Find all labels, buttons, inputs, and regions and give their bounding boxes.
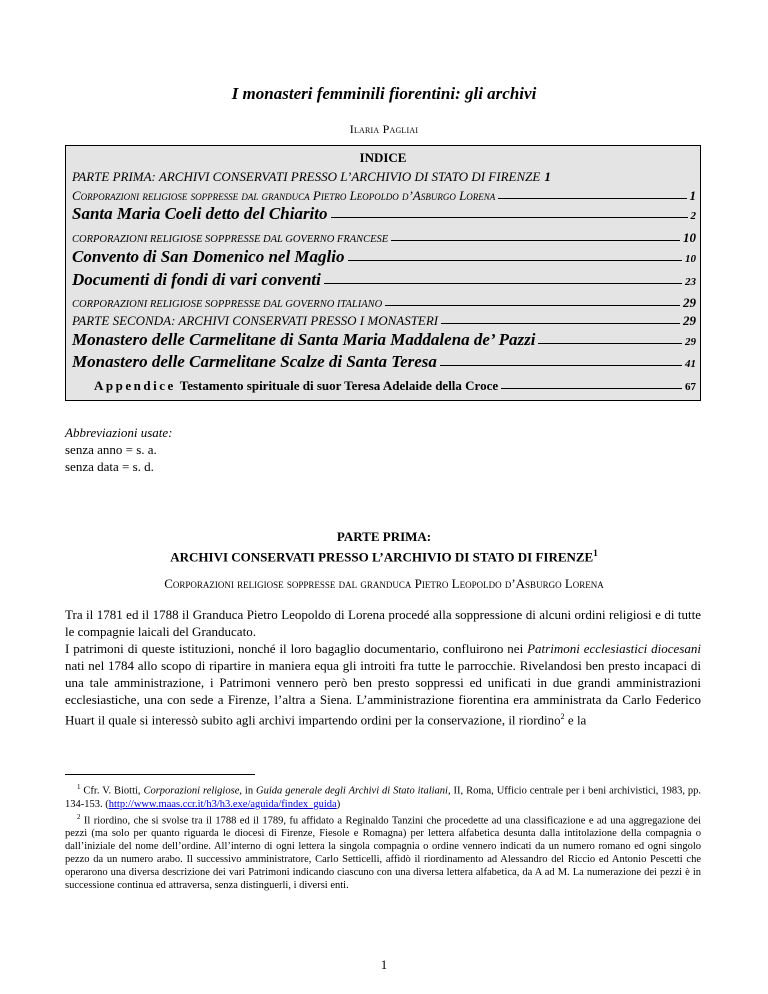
toc-leader	[385, 305, 680, 306]
toc-entry[interactable]: Corporazioni religiose soppresse dal granduca Pietro Leopoldo d’Asburgo Lorena 1	[72, 188, 696, 203]
toc-heading: INDICE	[359, 150, 407, 165]
footnotes	[65, 781, 701, 892]
footnote-1: $^1$ Cfr. V. Biotti, Corporazioni religiose, in Guida generale degli Archivi di Stato italiani, II, Roma, Ufficio centrale per i beni archivistici, 1983, pp. 134-153. (http://www.maas.ccr.it/h3/h3.exe/aguida/findex_guida)	[65, 783, 701, 810]
section-heading: Corporazioni religiose soppresse dal granduca Pietro Leopoldo d’Asburgo Lorena	[164, 576, 604, 591]
toc-entry[interactable]: PARTE SECONDA: ARCHIVI CONSERVATI PRESSO I MONASTERI 29	[72, 313, 696, 328]
toc-leader	[348, 260, 683, 261]
toc-appendix-entry[interactable]: Appendice Testamento spirituale di suor Teresa Adelaide della Croce 67	[94, 378, 696, 393]
toc-leader	[441, 323, 680, 324]
footnote-ref[interactable]: 1	[593, 548, 598, 558]
toc-entry[interactable]: Santa Maria Coeli detto del Chiarito 2	[72, 204, 696, 223]
toc-entry[interactable]: CORPORAZIONI RELIGIOSE SOPPRESSE DAL GOVERNO FRANCESE 10	[72, 230, 696, 245]
toc-entry[interactable]: Convento di San Domenico nel Maglio 10	[72, 247, 696, 266]
toc-leader	[324, 283, 682, 284]
part-title: PARTE PRIMA: ARCHIVI CONSERVATI PRESSO L’ARCHIVIO DI STATO DI FIRENZE$^1$	[170, 529, 598, 565]
document-title: I monasteri femminili fiorentini: gli archivi	[231, 84, 537, 103]
toc-leader	[538, 343, 682, 344]
toc-entry[interactable]: Documenti di fondi di vari conventi 23	[72, 270, 696, 289]
toc-leader	[331, 217, 688, 218]
toc-leader	[498, 198, 686, 199]
toc-leader	[391, 240, 680, 241]
toc-entry[interactable]: CORPORAZIONI RELIGIOSE SOPPRESSE DAL GOVERNO ITALIANO 29	[72, 295, 696, 310]
paragraph: I patrimoni di queste istituzioni, nonché il loro bagaglio documentario, confluirono nei Patrimoni ecclesiastici diocesani nati nel 1784 allo scopo di ripartire in maniera equa gli introiti fra tutte le parrocchie. Rivelandosi ben presto incapaci di una tale amministrazione, i Patrimoni vennero però ben presto soppressi ed unificati in due grandi amministrazioni ecclesiastiche, una con sede a Firenze, l’altra a Siena. L’amministrazione fiorentina era amministrata da Carlo Federico Huart il quale si interessò subito agli archivi impartendo ordini per la conservazione, il riordino$^2$ e la	[65, 641, 701, 728]
footnote-2: $^2$ Il riordino, che si svolse tra il 1788 ed il 1789, fu affidato a Reginaldo Tanzini che procedette ad una classificazione e ad una aggregazione dei pezzi (ma solo per quanto riguarda le diocesi di Firenze, Fiesole e Romagna) per lettera alfabetica desunta dalla intitolazione della compagnia o dall’iniziale del nome dell’ordine. All’interno di ogni lettera la singola compagnia o ordine vennero indicati da un numero romano ed ogni singolo pezzo da un numero arabo. Il successivo amministratore, Carlo Setticelli, affidò il riordinamento ad Alessandro del Riccio ed Antonio Pescetti che operarono una diversa descrizione dei vari Patrimoni indicando ciascuno con una diversa lettera alfabetica, da A ad M. La numerazione dei pezzi è in successione continua ed attraversa, senza distinguerli, i diversi enti.	[65, 812, 701, 891]
footnote-link[interactable]: http://www.maas.ccr.it/h3/h3.exe/aguida/findex_guida	[108, 798, 337, 810]
table-of-contents	[65, 145, 701, 401]
toc-leader	[501, 388, 682, 389]
body-text	[65, 606, 701, 728]
author-name: Ilaria Pagliai	[349, 122, 419, 136]
toc-leader	[440, 365, 682, 366]
page-number: 1	[380, 957, 388, 972]
toc-entry[interactable]: Monastero delle Carmelitane Scalze di Santa Teresa 41	[72, 352, 696, 371]
toc-entry[interactable]: Monastero delle Carmelitane di Santa Maria Maddalena de’ Pazzi 29	[72, 330, 696, 349]
paragraph: Tra il 1781 ed il 1788 il Granduca Pietro Leopoldo di Lorena procedé alla soppressione di alcuni ordini religiosi e di tutte le compagnie laicali del Granducato.	[65, 607, 701, 639]
footnote-ref[interactable]: 2	[560, 712, 565, 721]
abbreviations: Abbreviazioni usate: senza anno = s. a. senza data = s. d.	[65, 425, 173, 474]
footnote-separator	[65, 774, 255, 775]
toc-entry[interactable]: PARTE PRIMA: ARCHIVI CONSERVATI PRESSO L’ARCHIVIO DI STATO DI FIRENZE 1	[72, 169, 551, 184]
